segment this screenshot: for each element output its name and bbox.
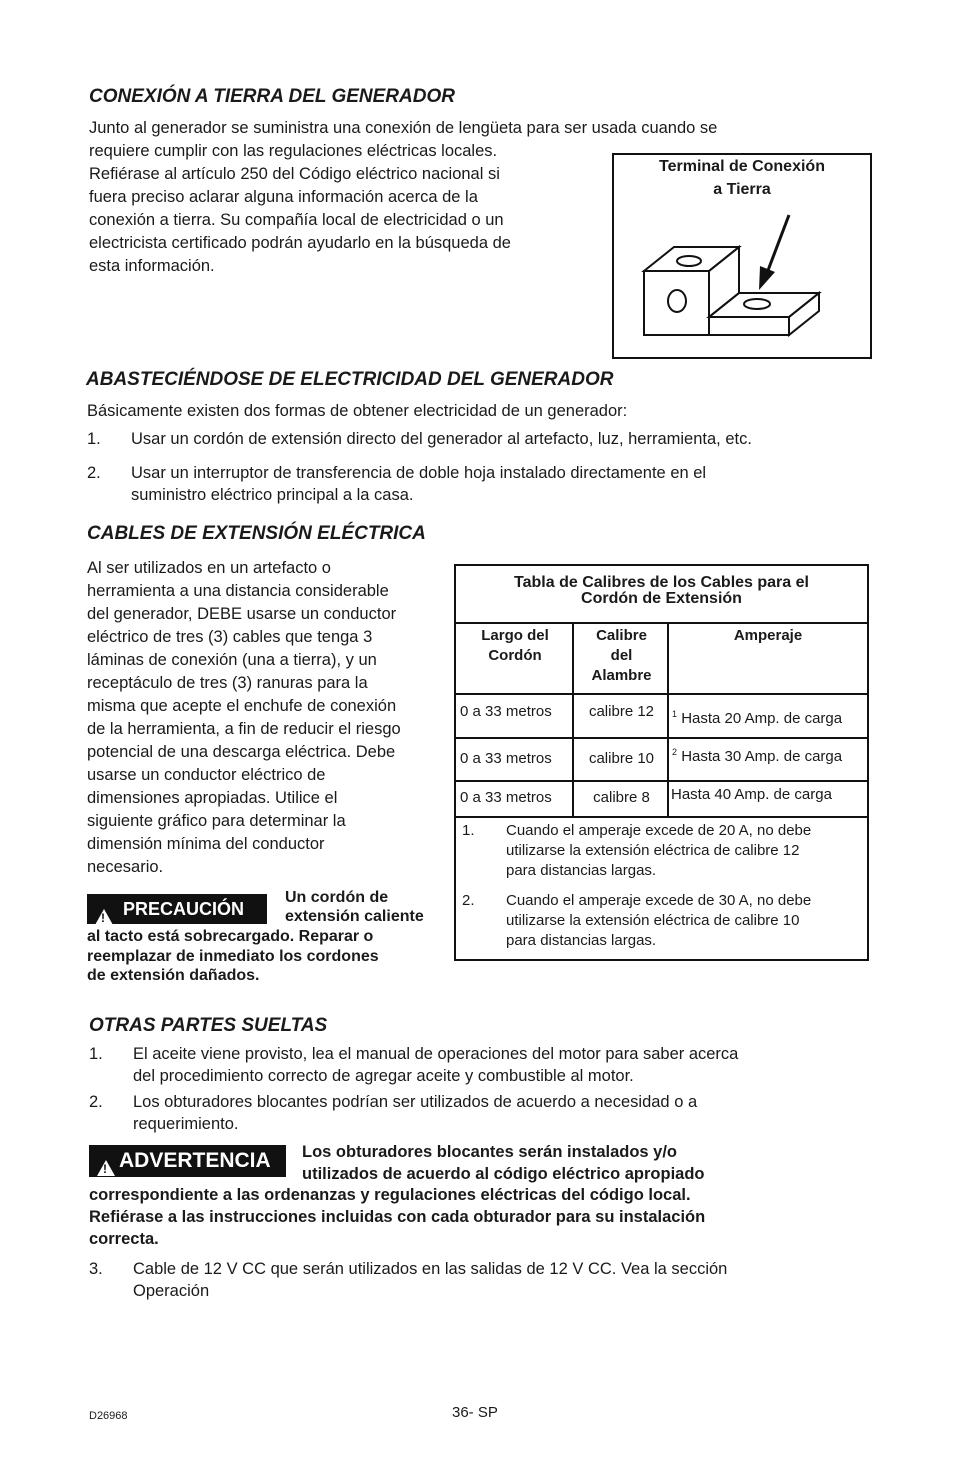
arrow-head <box>759 266 775 290</box>
table-rule <box>456 693 867 695</box>
row-1-gauge: calibre 12 <box>588 703 655 720</box>
text-line: de extensión dañados. <box>87 967 260 984</box>
list-text: Usar un cordón de extensión directo del generador al artefacto, luz, herramienta, etc. <box>131 430 752 448</box>
text-line: utilizarse la extensión eléctrica de calibre 12 <box>506 842 800 859</box>
text-line: herramienta a una distancia considerable <box>87 582 389 600</box>
text-line: Cordón <box>488 647 542 664</box>
header-amps: Amperaje <box>733 627 803 644</box>
row-3-amps <box>671 785 832 805</box>
text-line: Al ser utilizados en un artefacto o <box>87 559 331 577</box>
text-line: Refiérase a las instrucciones incluidas con cada obturador para su instalación <box>89 1208 706 1226</box>
list-text <box>133 1258 727 1302</box>
list-number: 1. <box>89 1045 103 1063</box>
exclamation-mark: ! <box>103 1162 107 1177</box>
section-title-supply: ABASTECIÉNDOSE DE ELECTRICIDAD DEL GENERADOR <box>86 369 614 390</box>
text-line: electricista certificado podrán ayudarlo en la búsqueda de <box>89 234 511 252</box>
header-length <box>456 626 574 666</box>
footnote-ref: 2 <box>672 747 678 757</box>
text-line: conexión a tierra. Su compañía local de electricidad o un <box>89 211 504 229</box>
row-3-gauge: calibre 8 <box>593 789 650 806</box>
list-text <box>131 462 706 506</box>
amps-value: Hasta 20 Amp. de carga <box>681 710 843 727</box>
text-line: correcta. <box>89 1230 159 1248</box>
text-line: al tacto está sobrecargado. Reparar o <box>87 928 374 945</box>
gauge-table <box>454 564 869 961</box>
row-2-gauge: calibre 10 <box>588 750 655 767</box>
section-title-grounding: CONEXIÓN A TIERRA DEL GENERADOR <box>89 86 455 107</box>
list-number: 3. <box>89 1260 103 1278</box>
text-line: utilizarse la extensión eléctrica de calibre 10 <box>506 912 800 929</box>
text-line: dimensiones apropiadas. Utilice el <box>87 789 338 807</box>
text-line: Los obturadores blocantes serán instalados y/o <box>302 1143 678 1161</box>
table-rule <box>456 780 867 782</box>
warning-text <box>302 1141 705 1185</box>
text-line: Operación <box>133 1282 210 1300</box>
list-number: 2. <box>89 1093 103 1111</box>
row-3-length: 0 a 33 metros <box>460 789 552 806</box>
list-text <box>133 1091 697 1135</box>
caution-text <box>285 888 424 926</box>
section-title-other-parts: OTRAS PARTES SUELTAS <box>89 1015 328 1036</box>
text-line: usarse un conductor eléctrico de <box>87 766 326 784</box>
text-line: para distancias largas. <box>506 932 657 949</box>
grounding-body <box>89 140 511 278</box>
text-line: extensión caliente <box>285 908 424 925</box>
text-line: fuera preciso aclarar alguna información acerca de la <box>89 188 478 206</box>
caution-label: PRECAUCIÓN <box>123 899 245 919</box>
row-1-amps <box>672 704 842 729</box>
text-line: Largo del <box>481 627 549 644</box>
note-text <box>506 821 866 881</box>
warning-badge <box>89 1145 286 1177</box>
text-line: Alambre <box>591 667 652 684</box>
row-2-amps <box>672 742 842 767</box>
row-1-length: 0 a 33 metros <box>460 703 552 720</box>
exclamation-mark: ! <box>101 911 105 926</box>
text-line: Cable de 12 V CC que serán utilizados en las salidas de 12 V CC. Vea la sección <box>133 1260 728 1278</box>
warning-text-cont <box>89 1184 705 1250</box>
grounding-intro-line: Junto al generador se suministra una conexión de lengüeta para ser usada cuando se <box>89 119 718 137</box>
ground-terminal-figure <box>612 153 872 359</box>
text-line: requiere cumplir con las regulaciones eléctricas locales. <box>89 142 498 160</box>
list-text <box>133 1043 738 1087</box>
text-line: El aceite viene provisto, lea el manual de operaciones del motor para saber acerca <box>133 1045 739 1063</box>
text-line: receptáculo de tres (3) ranuras para la <box>87 674 368 692</box>
text-line: Los obturadores blocantes podrían ser utilizados de acuerdo a necesidad o a <box>133 1093 698 1111</box>
text-line: para distancias largas. <box>506 862 657 879</box>
text-line: reemplazar de inmediato los cordones <box>87 947 379 965</box>
warning-triangle-icon <box>97 1152 115 1184</box>
document-id: D26968 <box>89 1410 128 1422</box>
text-line: Un cordón de <box>285 889 389 906</box>
text-line: esta información. <box>89 257 215 275</box>
note-text <box>506 891 866 951</box>
page-number: 36- SP <box>452 1404 498 1421</box>
text-line: Usar un interruptor de transferencia de doble hoja instalado directamente en el <box>131 464 707 482</box>
amps-value: Hasta 40 Amp. de carga <box>671 786 832 803</box>
note-number: 1. <box>462 822 475 839</box>
text-line: eléctrico de tres (3) cables que tenga 3 <box>87 628 373 646</box>
warning-label: ADVERTENCIA <box>119 1149 271 1172</box>
text-line: necesario. <box>87 858 164 876</box>
text-line: de la herramienta, a fin de reducir el riesgo <box>87 720 401 738</box>
footnote-ref: 1 <box>672 709 678 719</box>
caution-text-cont <box>87 927 379 986</box>
header-gauge <box>574 626 669 686</box>
ground-terminal-drawing <box>614 155 870 357</box>
text-line: del <box>610 647 633 664</box>
section-title-cables: CABLES DE EXTENSIÓN ELÉCTRICA <box>87 523 426 544</box>
table-title <box>456 575 867 607</box>
table-title-line-2: Cordón de Extensión <box>581 590 742 607</box>
figure-title-line-1: Terminal de Conexión <box>659 158 825 175</box>
text-line: del generador, DEBE usarse un conductor <box>87 605 397 623</box>
list-number: 1. <box>87 430 101 448</box>
supply-intro: Básicamente existen dos formas de obtener electricidad de un generador: <box>87 402 628 420</box>
text-line: Calibre <box>596 627 647 644</box>
row-2-length: 0 a 33 metros <box>460 750 552 767</box>
text-line: siguiente gráfico para determinar la <box>87 812 346 830</box>
figure-title-line-2: a Tierra <box>713 181 771 198</box>
text-line: utilizados de acuerdo al código eléctrico apropiado <box>302 1165 705 1183</box>
text-line: dimensión mínima del conductor <box>87 835 325 853</box>
caution-badge <box>87 894 267 924</box>
list-number: 2. <box>87 464 101 482</box>
text-line: Cuando el amperaje excede de 30 A, no debe <box>506 892 812 909</box>
text-line: potencial de una descarga eléctrica. Debe <box>87 743 396 761</box>
text-line: Refiérase al artículo 250 del Código eléctrico nacional si <box>89 165 500 183</box>
table-rule <box>456 622 867 624</box>
text-line: requerimiento. <box>133 1115 239 1133</box>
table-rule <box>456 737 867 739</box>
table-title-line-1: Tabla de Calibres de los Cables para el <box>514 574 809 591</box>
text-line: correspondiente a las ordenanzas y regulaciones eléctricas del código local. <box>89 1186 691 1204</box>
text-line: misma que acepte el enchufe de conexión <box>87 697 397 715</box>
text-line: suministro eléctrico principal a la casa. <box>131 486 414 504</box>
cables-body <box>87 557 401 879</box>
note-number: 2. <box>462 892 475 909</box>
arrow-line <box>767 215 789 273</box>
amps-value: Hasta 30 Amp. de carga <box>681 748 843 765</box>
text-line: láminas de conexión (una a tierra), y un <box>87 651 377 669</box>
text-line: Cuando el amperaje excede de 20 A, no debe <box>506 822 812 839</box>
text-line: del procedimiento correcto de agregar aceite y combustible al motor. <box>133 1067 634 1085</box>
table-rule <box>456 816 867 818</box>
